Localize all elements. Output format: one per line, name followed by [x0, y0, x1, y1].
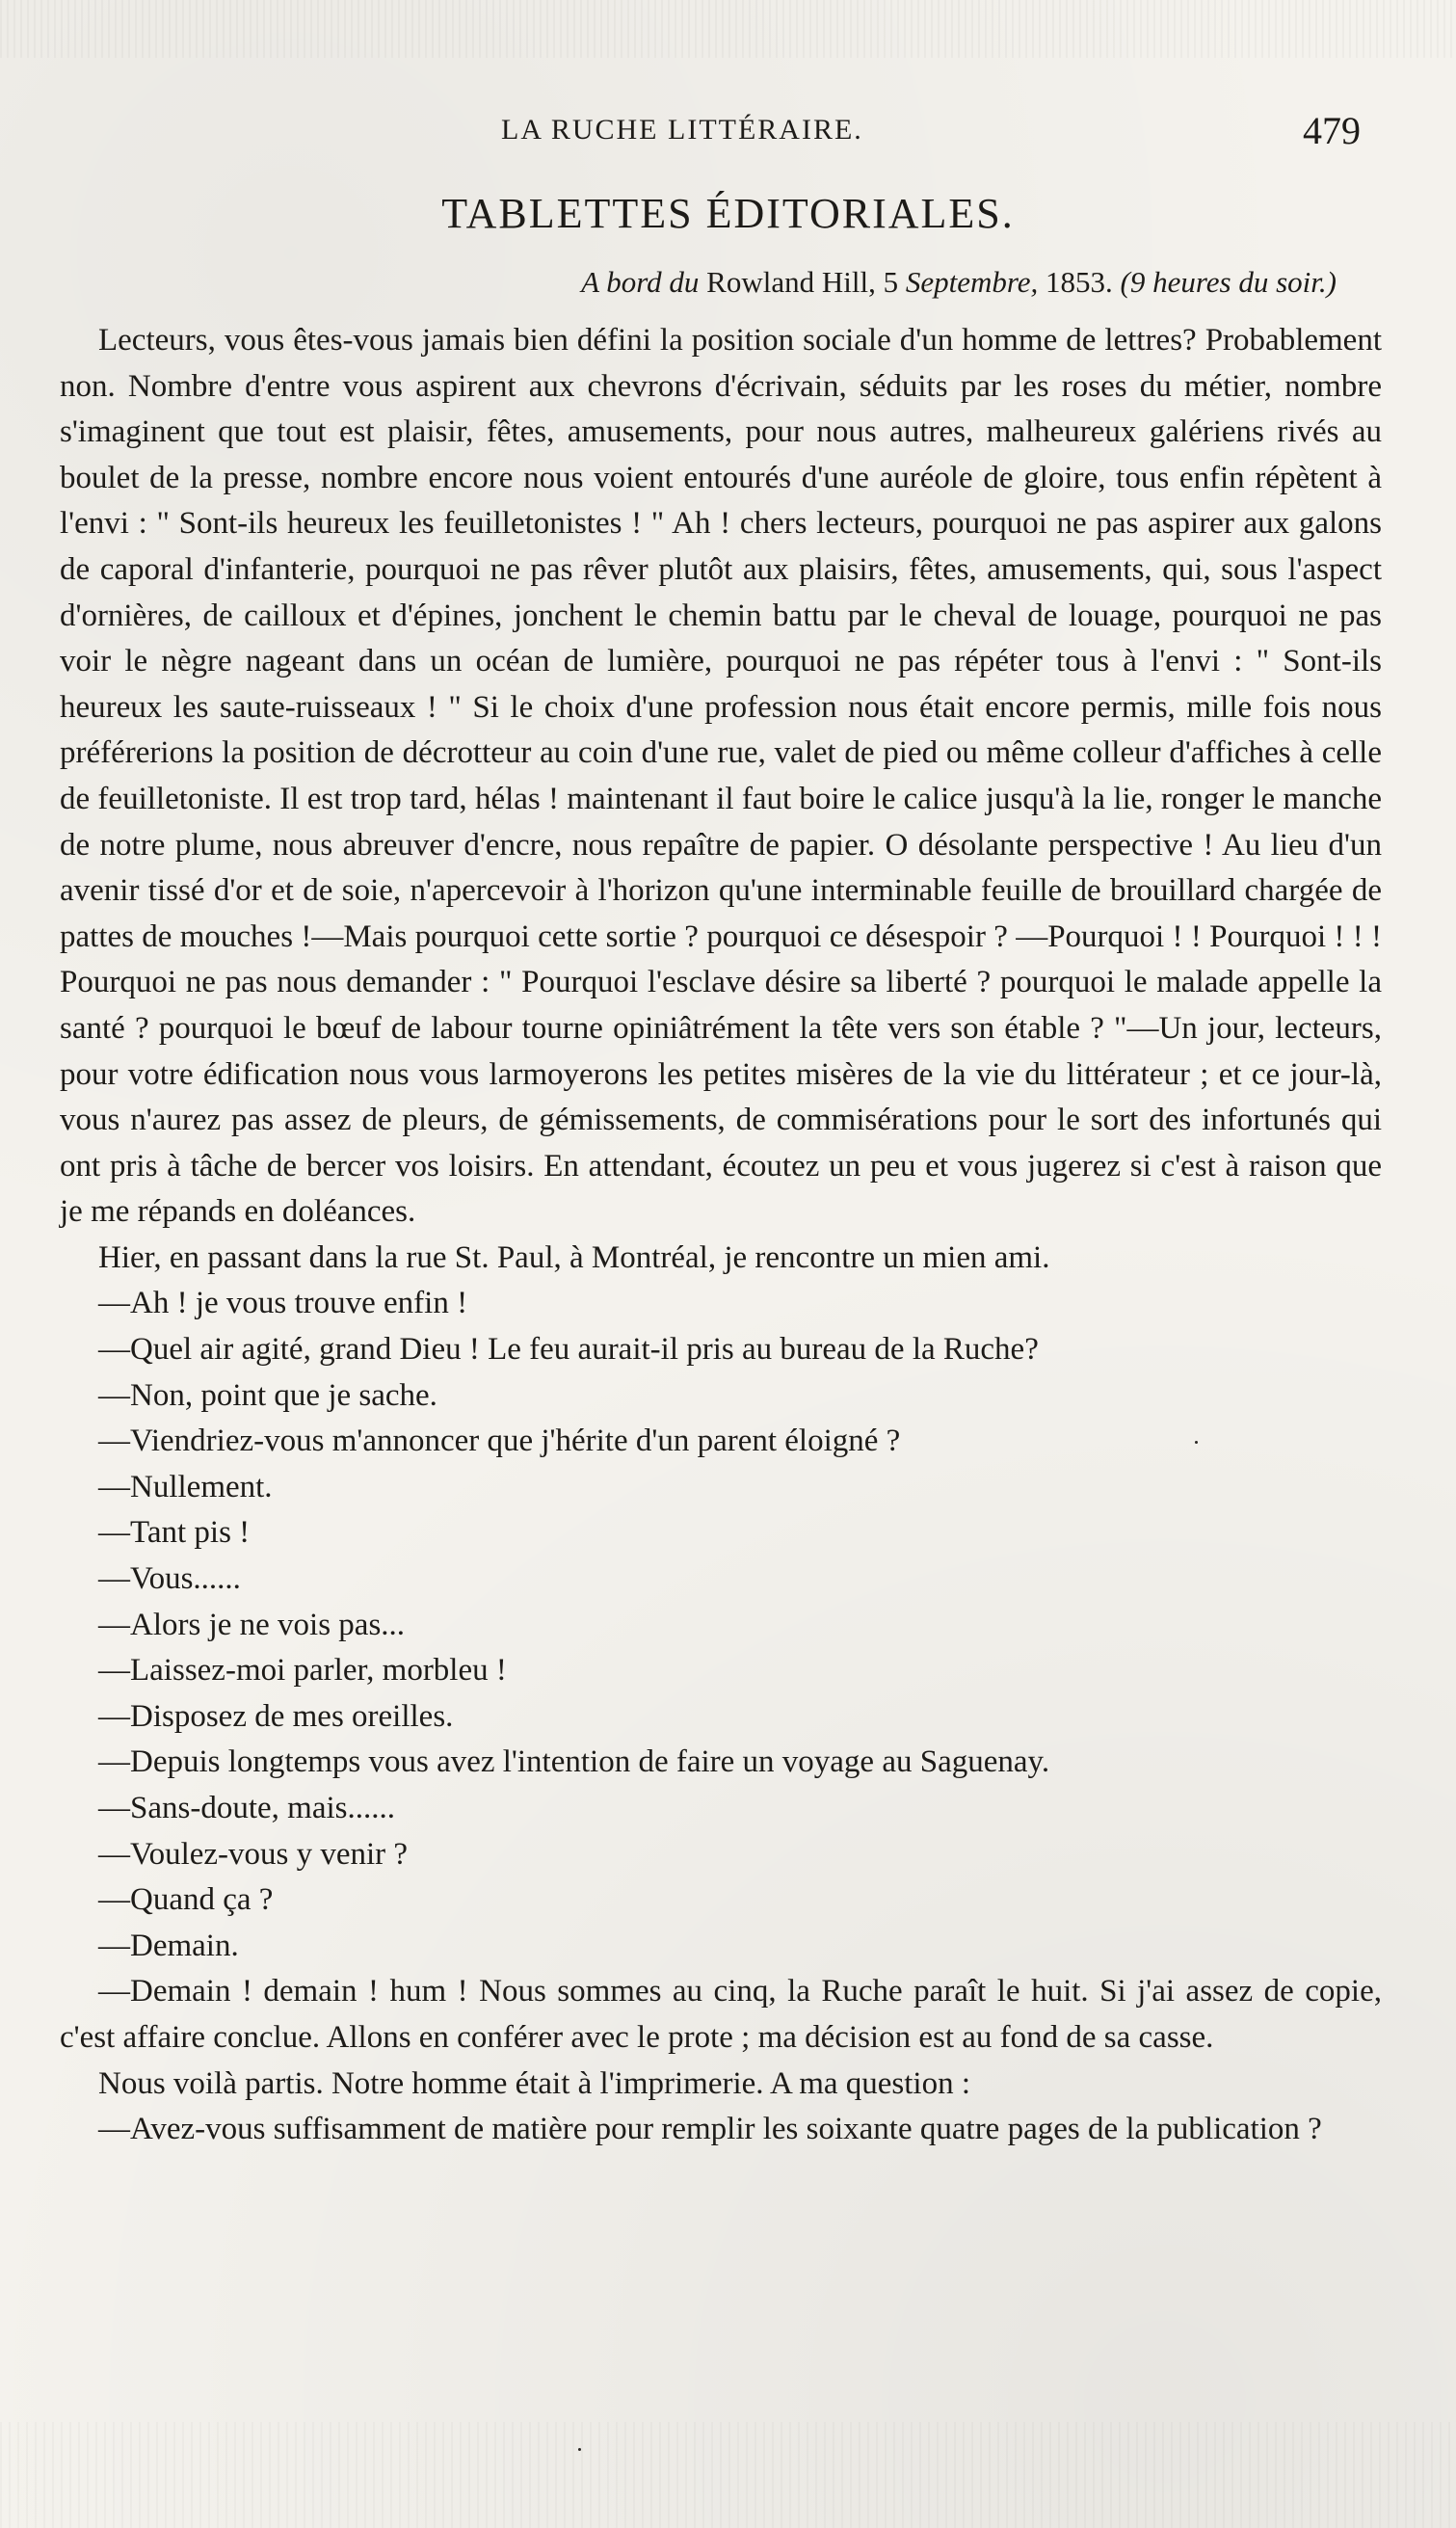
- narrative-paragraph: Hier, en passant dans la rue St. Paul, à Montréal, je rencontre un mien ami.: [98, 1239, 1050, 1275]
- article-body: [60, 318, 1382, 2153]
- dateline-date-month: Septembre,: [898, 265, 1039, 299]
- dialogue-line: —Demain ! demain ! hum ! Nous sommes au cinq, la Ruche paraît le huit. Si j'ai assez de copie, c'est affaire conclue. Allons en conférer avec le prote ; ma décision est au fond de sa casse.: [60, 1974, 1382, 2055]
- dialogue-line: —Disposez de mes oreilles.: [98, 1698, 454, 1734]
- dialogue-line: —Quand ça ?: [98, 1882, 274, 1918]
- ink-speck: [578, 2448, 581, 2451]
- dialogue-line: —Sans-doute, mais......: [98, 1791, 395, 1825]
- intro-paragraph: Lecteurs, vous êtes-vous jamais bien défini la position sociale d'un homme de lettres? Probablement non. Nombre d'entre vous aspirent aux chevrons d'écrivain, séduits par les roses du métier, nombre s'imaginent que tout est plaisir, fêtes, amusements, pour nous autres, malheureux galériens rivés au boulet de la presse, nombre encore nous voient entourés d'une auréole de gloire, tous enfin répètent à l'envi : " Sont-ils heureux les feuilletonistes ! " Ah ! chers lecteurs, pourquoi ne pas aspirer aux galons de caporal d'infanterie, pourquoi ne pas rêver plutôt aux plaisirs, fêtes, amusements, qui, sous l'aspect d'ornières, de cailloux et d'épines, jonchent le chemin battu par le cheval de louage, pourquoi ne pas voir le nègre nageant dans un océan de lumière, pourquoi ne pas répéter tous à l'envi : " Sont-ils heureux les saute-ruisseaux ! " Si le choix d'une profession nous était encore permis, mille fois nous préférerions la position de décrotteur au coin d'une rue, valet de pied ou même colleur d'affiches à celle de feuilletoniste. Il est trop tard, hélas ! maintenant il faut boire le calice jusqu'à la lie, ronger le manche de notre plume, nous abreuver d'encre, nous repaître de papier. O désolante perspective ! Au lieu d'un avenir tissé d'or et de soie, n'apercevoir à l'horizon qu'une interminable feuille de brouillard chargée de pattes de mouches !—Mais pourquoi cette sortie ? pourquoi ce désespoir ? —Pourquoi ! ! Pourquoi ! ! ! Pourquoi ne pas nous demander : " Pourquoi l'esclave désire sa liberté ? pourquoi le malade appelle la santé ? pourquoi le bœuf de labour tourne opiniâtrément la tête vers son étable ? "—Un jour, lecteurs, pour votre édification nous vous larmoyerons les petites misères de la vie du littérateur ; et ce jour-là, vous n'aurez pas assez de pleurs, de gémissements, de commisérations pour le sort des infortunés qui ont pris à tâche de bercer vos loisirs. En attendant, écoutez un peu et vous jugerez si c'est à raison que je me répands en doléances.: [60, 323, 1382, 1230]
- scan-noise-bottom: [0, 2422, 1456, 2528]
- dialogue-line: —Ah ! je vous trouve enfin !: [98, 1286, 468, 1321]
- dialogue-line: —Quel air agité, grand Dieu ! Le feu aurait-il pris au bureau de la Ruche?: [98, 1332, 1039, 1368]
- dialogue-line: —Viendriez-vous m'annoncer que j'hérite d'un parent éloigné ?: [98, 1424, 901, 1459]
- dateline-prefix: A bord du: [581, 265, 700, 299]
- dialogue-line: —Vous......: [98, 1561, 241, 1597]
- closing-paragraph: Nous voilà partis. Notre homme était à l'imprimerie. A ma question :: [98, 2065, 971, 2101]
- article-title: TABLETTES ÉDITORIALES.: [441, 190, 1015, 237]
- dateline-time: (9 heures du soir.): [1120, 265, 1337, 299]
- dialogue-line: —Depuis longtemps vous avez l'intention de faire un voyage au Saguenay.: [98, 1744, 1050, 1780]
- dateline-ship: Rowland Hill,: [706, 265, 876, 299]
- dateline: [581, 265, 1337, 300]
- dialogue-line: —Alors je ne vois pas...: [98, 1607, 406, 1642]
- dialogue-line: —Demain.: [98, 1928, 239, 1963]
- dateline-day: 5: [883, 265, 899, 299]
- scan-noise-top: [0, 0, 1456, 58]
- running-head: LA RUCHE LITTÉRAIRE.: [501, 114, 863, 146]
- page-number: 479: [1303, 109, 1361, 152]
- dialogue-line: —Voulez-vous y venir ?: [98, 1836, 409, 1872]
- dialogue-line: —Avez-vous suffisamment de matière pour remplir les soixante quatre pages de la publication ?: [98, 2112, 1322, 2147]
- dialogue-line: —Tant pis !: [98, 1515, 251, 1551]
- dateline-year: 1853.: [1046, 265, 1113, 299]
- dialogue-line: —Laissez-moi parler, morbleu !: [98, 1653, 507, 1689]
- dialogue-line: —Nullement.: [98, 1469, 273, 1504]
- ink-speck: [1195, 1441, 1198, 1444]
- dialogue-line: —Non, point que je sache.: [98, 1377, 437, 1413]
